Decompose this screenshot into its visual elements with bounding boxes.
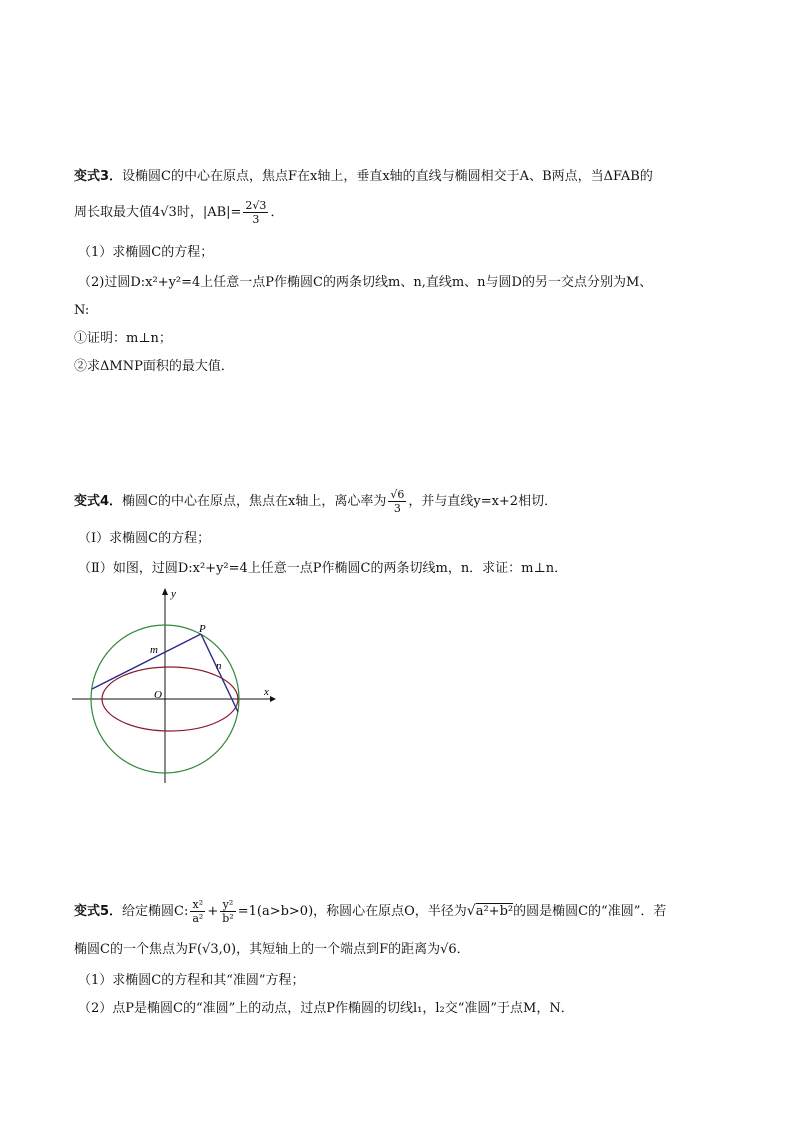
problem3-frac-num: 2√3 <box>245 199 267 212</box>
problem3-q2-a: ①证明：m⊥n； <box>74 331 172 346</box>
problem3-q2-b: ②求ΔMNP面积的最大值． <box>74 359 234 374</box>
problem4-label: 变式4． <box>74 494 123 509</box>
label-o: O <box>154 689 162 701</box>
problem4-q1: （Ⅰ）求椭圆C的方程； <box>78 531 211 546</box>
problem5-stem: 给定椭圆C: <box>122 904 189 919</box>
problem3-q2-line2: N: <box>74 303 90 318</box>
problem3-line2 <box>74 198 283 228</box>
label-x: x <box>264 686 269 698</box>
problem5-frac2 <box>220 898 235 925</box>
problem5-frac1-num: x² <box>190 898 205 912</box>
x-axis-arrow-icon <box>270 696 276 702</box>
problem4-stem-end: ，并与直线y=x+2相切． <box>408 494 558 509</box>
problem3-fraction <box>243 199 268 226</box>
problem3-label: 变式3． <box>74 169 123 184</box>
problem5-q1: （1）求椭圆C的方程和其“准圆”方程； <box>78 973 305 988</box>
radical-sign-icon: √ <box>466 903 476 919</box>
problem5-label: 变式5． <box>74 904 123 919</box>
problem4-fraction <box>388 488 406 515</box>
problem3-line1 <box>74 168 653 186</box>
problem5-frac2-den: b² <box>222 912 234 925</box>
problem5-frac1-den: a² <box>192 912 204 925</box>
problem3-line2-end: ． <box>270 205 284 220</box>
tangent-n <box>201 634 238 712</box>
problem5-stem-mid: =1(a>b>0)，称圆心在原点O，半径为 <box>237 904 467 919</box>
problem5-q2: （2）点P是椭圆C的“准圆”上的动点，过点P作椭圆的切线l₁，l₂交“准圆”于点M，N． <box>78 1001 574 1016</box>
problem4-q2: （Ⅱ）如图，过圆D:x²+y²=4上任意一点P作椭圆C的两条切线m，n．求证：m⊥n． <box>78 561 568 576</box>
problem4-frac-num: √6 <box>390 488 405 501</box>
problem4-stem: 椭圆C的中心在原点，焦点在x轴上，离心率为 <box>122 494 387 509</box>
label-n: n <box>216 660 222 672</box>
problem5-plus: + <box>207 904 219 919</box>
problem5-radical: a²+b² <box>475 904 514 919</box>
problem4-line1 <box>74 486 557 518</box>
problem5-frac2-num: y² <box>220 898 235 912</box>
problem5-line1 <box>74 894 666 929</box>
problem4-figure <box>70 585 280 785</box>
problem5-line2: 椭圆C的一个焦点为F(√3,0)，其短轴上的一个端点到F的距离为√6． <box>74 942 470 957</box>
y-axis-arrow-icon <box>162 588 168 595</box>
problem5-frac1 <box>190 898 205 925</box>
problem5-stem-end: 的圆是椭圆C的“准圆”．若 <box>513 904 667 919</box>
label-y: y <box>171 588 176 600</box>
problem3-stem: 设椭圆C的中心在原点，焦点F在x轴上，垂直x轴的直线与椭圆相交于A、B两点，当ΔFAB的 <box>122 169 653 184</box>
problem3-q2-line1: （2)过圆D:x²+y²=4上任意一点P作椭圆C的两条切线m、n,直线m、n与圆D的另一交点分别为M、 <box>78 275 653 290</box>
label-p: P <box>199 623 206 635</box>
problem4-frac-den: 3 <box>393 502 401 515</box>
problem3-q1: （1）求椭圆C的方程； <box>78 245 214 260</box>
tangent-m <box>92 634 201 689</box>
problem3-frac-den: 3 <box>252 213 260 226</box>
problem3-line2-text: 周长取最大值4√3时，|AB|= <box>74 205 242 220</box>
label-m: m <box>150 644 158 656</box>
